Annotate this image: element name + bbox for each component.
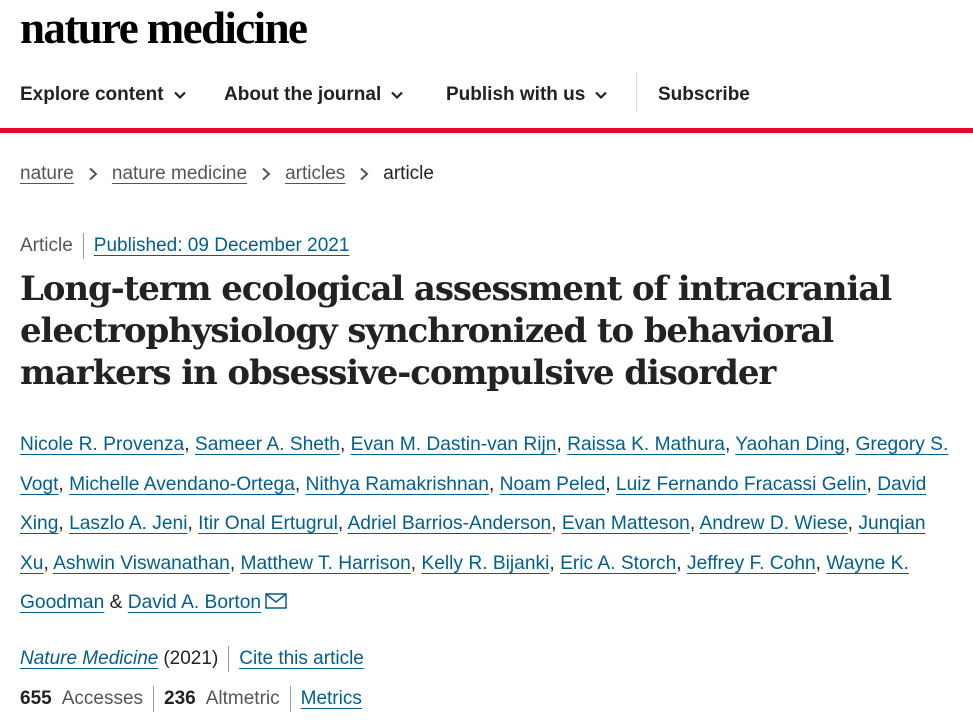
breadcrumb — [20, 163, 434, 185]
breadcrumb-current: article — [383, 163, 434, 184]
cite-this-article-link[interactable]: Cite this article — [239, 648, 364, 669]
published-date-link[interactable]: Published: 09 December 2021 — [93, 235, 350, 256]
author-link[interactable]: Eric A. Storch — [560, 552, 677, 574]
author-link[interactable]: David Xing — [20, 473, 927, 534]
author-link[interactable]: Evan M. Dastin-van Rijn — [350, 434, 557, 455]
nav-publish-with-us[interactable] — [446, 84, 609, 106]
metrics-divider — [290, 686, 291, 712]
nav-label: Publish with us — [446, 84, 586, 105]
author-link-corresponding[interactable]: David A. Borton — [127, 592, 262, 613]
chevron-right-icon — [260, 167, 272, 181]
citation-divider — [228, 646, 229, 672]
author-link[interactable]: Adriel Barrios-Anderson — [347, 513, 552, 534]
breadcrumb-link-nature-medicine[interactable]: nature medicine — [111, 163, 248, 184]
article-meta — [20, 233, 349, 259]
chevron-right-icon — [358, 167, 370, 181]
nav-divider — [636, 72, 637, 112]
author-link[interactable]: Wayne K. Goodman — [20, 552, 909, 613]
nav-about-journal[interactable] — [224, 84, 405, 106]
author-link[interactable]: Matthew T. Harrison — [240, 552, 411, 574]
author-link[interactable]: Jeffrey F. Cohn — [686, 552, 816, 574]
envelope-icon[interactable] — [265, 593, 287, 609]
meta-divider — [83, 233, 84, 259]
author-link[interactable]: Andrew D. Wiese — [699, 513, 848, 534]
author-link[interactable]: Noam Peled — [499, 473, 606, 495]
nav-subscribe[interactable] — [658, 84, 750, 106]
article-title: Long-term ecological assessment of intracranial electrophysiology synchronized to behavioral markers in obsessive-compulsive disorder — [20, 269, 892, 393]
article-type: Article — [20, 235, 73, 256]
author-link[interactable]: Kelly R. Bijanki — [421, 552, 550, 574]
nav-label: Subscribe — [658, 84, 750, 105]
publication-year: (2021) — [163, 648, 219, 669]
site-logo[interactable]: nature medicine — [20, 3, 307, 53]
author-list: Nicole R. Provenza, Sameer A. Sheth, Evan M. Dastin-van Rijn, Raissa K. Mathura, Yaohan Ding, Gregory S. Vogt, Michelle Avendano-Ortega, Nithya Ramakrishnan, Noam Peled, Luiz Fernando Fracassi Gelin, David Xing, Laszlo A. Jeni, Itir Onal Ertugrul, Adriel Barrios-Anderson, Evan Matteson, Andrew D. Wiese, Junqian Xu, Ashwin Viswanathan, Matthew T. Harrison, Kelly R. Bijanki, Eric A. Storch, Jeffrey F. Cohn, Wayne K. Goodman & David A. Borton — [20, 434, 949, 613]
altmetric-label: Altmetric — [205, 688, 280, 709]
metrics-link[interactable]: Metrics — [300, 688, 362, 709]
article-metrics — [20, 686, 362, 712]
citation-line — [20, 646, 364, 672]
author-link[interactable]: Nithya Ramakrishnan — [305, 473, 489, 495]
nav-explore-content[interactable] — [20, 84, 188, 106]
author-link[interactable]: Gregory S. Vogt — [20, 434, 949, 495]
breadcrumb-link-nature[interactable]: nature — [20, 163, 74, 184]
altmetric-count: 236 — [164, 688, 196, 709]
author-link[interactable]: Sameer A. Sheth — [194, 434, 340, 455]
author-link[interactable]: Nicole R. Provenza — [20, 434, 185, 455]
breadcrumb-link-articles[interactable]: articles — [285, 163, 346, 184]
author-joiner: & — [109, 592, 123, 613]
author-link[interactable]: Ashwin Viswanathan — [53, 552, 230, 574]
author-link[interactable]: Junqian Xu — [20, 513, 926, 574]
chevron-down-icon — [593, 87, 609, 103]
author-link[interactable]: Evan Matteson — [561, 513, 690, 534]
main-nav — [0, 72, 973, 120]
author-link[interactable]: Yaohan Ding — [735, 434, 845, 455]
header-accent-bar — [0, 128, 973, 133]
journal-link[interactable]: Nature Medicine — [20, 648, 159, 669]
chevron-right-icon — [87, 167, 99, 181]
author-link[interactable]: Michelle Avendano-Ortega — [69, 473, 295, 495]
author-link[interactable]: Laszlo A. Jeni — [69, 513, 188, 534]
nav-label: About the journal — [224, 84, 382, 105]
chevron-down-icon — [172, 87, 188, 103]
author-link[interactable]: Itir Onal Ertugrul — [198, 513, 338, 534]
accesses-label: Accesses — [61, 688, 144, 709]
author-link[interactable]: Luiz Fernando Fracassi Gelin — [615, 473, 867, 495]
nav-label: Explore content — [20, 84, 164, 105]
chevron-down-icon — [389, 87, 405, 103]
metrics-divider — [153, 686, 154, 712]
author-link[interactable]: Raissa K. Mathura — [567, 434, 725, 455]
accesses-count: 655 — [20, 688, 52, 709]
